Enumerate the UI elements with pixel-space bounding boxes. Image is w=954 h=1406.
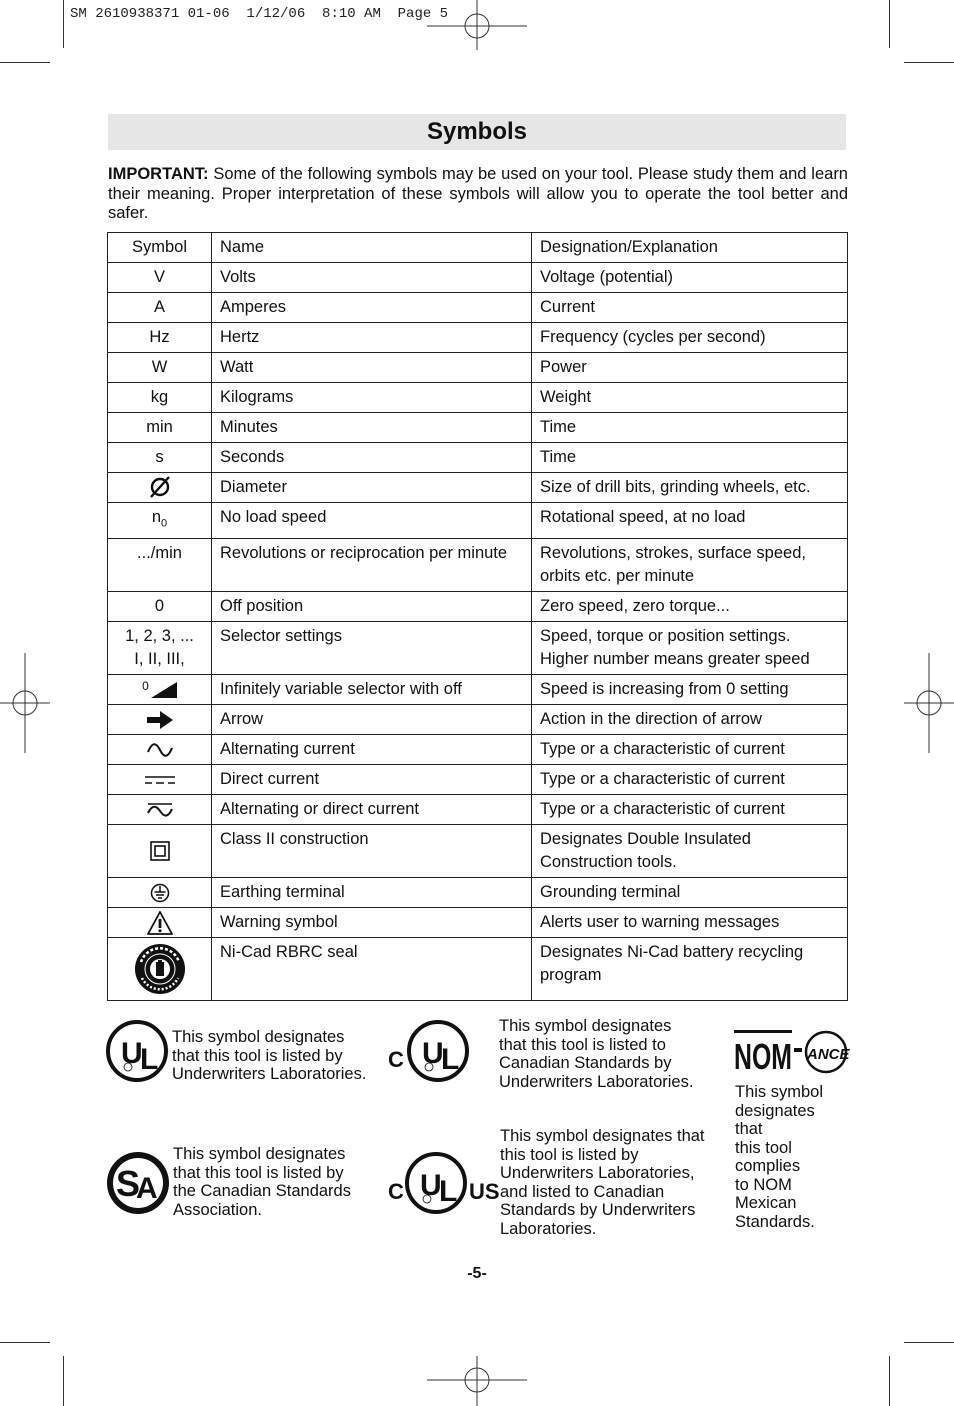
cert-line: complies [735, 1157, 801, 1175]
desc-cell: Type or a characteristic of current [532, 735, 848, 765]
cert-line: and listed to Canadian [500, 1182, 665, 1201]
variable-selector-zero: 0 [142, 679, 149, 694]
name-cell: No load speed [212, 503, 532, 539]
desc-cell: Size of drill bits, grinding wheels, etc. [532, 473, 848, 503]
warning-icon [147, 911, 173, 935]
name-cell: Hertz [212, 323, 532, 353]
desc-cell [532, 825, 848, 878]
earthing-icon [150, 883, 170, 903]
cert-line: Standards. [735, 1212, 815, 1231]
name-cell: Off position [212, 592, 532, 622]
table-row [108, 705, 848, 735]
cert-line: this tool [735, 1138, 792, 1157]
cert-line: This symbol designates [172, 1028, 345, 1046]
nom-description [735, 1083, 823, 1231]
page-title: Symbols [426, 118, 528, 145]
cert-line: that this tool is listed by [173, 1163, 344, 1182]
no-load-symbol: n [151, 508, 162, 526]
desc-cell: Grounding terminal [532, 878, 848, 908]
symbol-cell: kg [108, 383, 212, 413]
nom-ance-logo-icon [734, 1028, 848, 1076]
svg-text:U: U [121, 1037, 143, 1070]
desc-cell: Alerts user to warning messages [532, 908, 848, 938]
name-cell: Class II construction [212, 825, 532, 878]
symbol-cell [108, 825, 212, 878]
crop-mark [0, 1342, 50, 1343]
symbol-cell [108, 473, 212, 503]
table-row [108, 878, 848, 908]
ul-description [172, 1028, 366, 1084]
name-cell: Diameter [212, 473, 532, 503]
table-row [108, 443, 848, 473]
title-band [108, 114, 846, 150]
svg-text:S: S [116, 1163, 141, 1204]
direct-current-icon [145, 775, 175, 785]
symbol-cell [108, 705, 212, 735]
desc-line-2: program [540, 966, 602, 985]
desc-cell: Weight [532, 383, 848, 413]
rbrc-seal-icon [133, 942, 187, 996]
svg-text:A: A [136, 1172, 158, 1205]
cert-line: designates [735, 1101, 815, 1120]
crop-mark [0, 62, 50, 63]
symbol-cell: 0 [108, 592, 212, 622]
cert-line: this tool is listed by [500, 1145, 639, 1164]
table-row [108, 473, 848, 503]
symbol-cell: min [108, 413, 212, 443]
name-cell: Arrow [212, 705, 532, 735]
symbol-cell [108, 938, 212, 1001]
ac-dc-icon [146, 802, 174, 818]
intro-text: Some of the following symbols may be used on your tool. Please study them and learn their meaning. Proper interpretation of these symbols will allow you to operate the tool better and safer. [108, 165, 848, 222]
culus-logo-icon [388, 1149, 500, 1217]
header-name: Name [212, 233, 532, 263]
culus-description [500, 1127, 705, 1238]
cert-line: to NOM [735, 1175, 792, 1194]
important-label: IMPORTANT: [108, 165, 209, 183]
cert-line: This symbol designates [173, 1145, 346, 1163]
symbol-cell [108, 622, 212, 675]
table-row [108, 825, 848, 878]
cert-line: Canadian Standards by [499, 1054, 672, 1072]
desc-line-1: Designates Double Insulated [540, 830, 751, 849]
svg-text:L: L [140, 1043, 159, 1076]
print-slug: SM 2610938371 01-06 1/12/06 8:10 AM Page 5 [70, 6, 449, 22]
crop-mark [904, 1342, 954, 1343]
svg-text:L: L [439, 1175, 458, 1208]
cert-line: Underwriters Laboratories. [172, 1065, 367, 1083]
registration-mark-left [0, 653, 50, 753]
arrow-icon [147, 711, 173, 729]
selector-line-2: I, II, III, [134, 650, 185, 669]
cert-line: Standards by Underwriters [500, 1201, 696, 1219]
table-header-row [108, 233, 848, 263]
desc-cell: Action in the direction of arrow [532, 705, 848, 735]
cert-line: Laboratories. [500, 1219, 597, 1238]
registration-mark-top [427, 0, 527, 50]
table-row [108, 908, 848, 938]
desc-line-1: Speed, torque or position settings. [540, 627, 791, 646]
svg-text:NOM: NOM [734, 1036, 792, 1077]
no-load-subscript: 0 [161, 517, 168, 530]
crop-mark [889, 1356, 890, 1406]
ul-logo-icon [106, 1019, 168, 1083]
csa-logo-icon [106, 1150, 170, 1216]
csa-description [173, 1145, 351, 1219]
symbol-cell: s [108, 443, 212, 473]
diameter-icon [147, 476, 173, 498]
symbol-cell [108, 503, 212, 539]
svg-text:C: C [388, 1047, 404, 1072]
name-cell: Earthing terminal [212, 878, 532, 908]
name-cell: Alternating current [212, 735, 532, 765]
name-cell: Watt [212, 353, 532, 383]
page-number: -5- [467, 1265, 487, 1282]
desc-cell [532, 622, 848, 675]
svg-text:U: U [422, 1037, 444, 1070]
table-row [108, 383, 848, 413]
symbol-cell [108, 908, 212, 938]
desc-cell: Voltage (potential) [532, 263, 848, 293]
name-cell: Alternating or direct current [212, 795, 532, 825]
table-row [108, 323, 848, 353]
table-row [108, 765, 848, 795]
table-row [108, 622, 848, 675]
symbol-cell: V [108, 263, 212, 293]
desc-cell: Time [532, 443, 848, 473]
cert-line: This symbol [735, 1083, 824, 1101]
symbol-cell [108, 735, 212, 765]
cert-line: that this tool is listed by [172, 1046, 343, 1065]
name-cell: Volts [212, 263, 532, 293]
svg-text:US: US [469, 1179, 500, 1204]
name-cell: Selector settings [212, 622, 532, 675]
cert-line: Underwriters Laboratories, [500, 1164, 695, 1182]
table-row [108, 293, 848, 323]
crop-mark [889, 0, 890, 48]
desc-cell: Time [532, 413, 848, 443]
crop-mark [63, 0, 64, 48]
symbol-cell [108, 675, 212, 705]
symbol-cell: A [108, 293, 212, 323]
desc-line-2: Construction tools. [540, 853, 677, 872]
desc-cell: Zero speed, zero torque... [532, 592, 848, 622]
table-row [108, 675, 848, 705]
table-row [108, 263, 848, 293]
table-row [108, 353, 848, 383]
table-row [108, 592, 848, 622]
symbol-cell [108, 765, 212, 795]
name-cell: Direct current [212, 765, 532, 795]
desc-cell: Type or a characteristic of current [532, 765, 848, 795]
variable-selector-icon [151, 682, 177, 698]
cert-line: that this tool is listed to [499, 1035, 666, 1054]
cert-line: the Canadian Standards [173, 1182, 351, 1200]
table-row [108, 735, 848, 765]
desc-cell: Frequency (cycles per second) [532, 323, 848, 353]
registration-mark-bottom [427, 1356, 527, 1406]
desc-cell: Rotational speed, at no load [532, 503, 848, 539]
name-cell: Amperes [212, 293, 532, 323]
symbols-table [107, 232, 848, 1001]
table-row [108, 503, 848, 539]
table-row [108, 938, 848, 1001]
cul-description [499, 1017, 693, 1091]
name-cell: Seconds [212, 443, 532, 473]
svg-text:U: U [420, 1169, 442, 1202]
table-row [108, 539, 848, 592]
symbol-cell: W [108, 353, 212, 383]
symbol-cell: .../min [108, 539, 212, 592]
registration-mark-right [904, 653, 954, 753]
name-cell: Infinitely variable selector with off [212, 675, 532, 705]
selector-line-1: 1, 2, 3, ... [125, 627, 194, 646]
header-symbol: Symbol [108, 233, 212, 263]
crop-mark [63, 1356, 64, 1406]
table-row [108, 795, 848, 825]
desc-cell [532, 938, 848, 1001]
crop-mark [904, 62, 954, 63]
header-designation: Designation/Explanation [532, 233, 848, 263]
symbol-cell [108, 878, 212, 908]
desc-cell: Revolutions, strokes, surface speed, orbits etc. per minute [532, 539, 848, 592]
cert-line: This symbol designates that [500, 1127, 705, 1145]
desc-cell: Power [532, 353, 848, 383]
cert-line: Association. [173, 1200, 262, 1219]
svg-text:L: L [441, 1043, 460, 1076]
cul-logo-icon [388, 1017, 472, 1085]
cert-line: that [735, 1120, 763, 1138]
symbol-cell [108, 795, 212, 825]
name-cell: Revolutions or reciprocation per minute [212, 539, 532, 592]
desc-line-2: Higher number means greater speed [540, 650, 810, 669]
cert-line: Mexican [735, 1194, 797, 1212]
name-cell: Warning symbol [212, 908, 532, 938]
desc-cell: Current [532, 293, 848, 323]
cert-line: Underwriters Laboratories. [499, 1072, 694, 1091]
cert-line: This symbol designates [499, 1017, 672, 1035]
desc-cell: Type or a characteristic of current [532, 795, 848, 825]
alternating-current-icon [146, 743, 174, 757]
table-row [108, 413, 848, 443]
name-cell: Ni-Cad RBRC seal [212, 938, 532, 1001]
class-ii-icon [150, 841, 170, 861]
desc-line-1: Designates Ni-Cad battery recycling [540, 943, 804, 962]
name-cell: Kilograms [212, 383, 532, 413]
svg-text:C: C [388, 1179, 404, 1204]
symbol-cell: Hz [108, 323, 212, 353]
desc-cell: Speed is increasing from 0 setting [532, 675, 848, 705]
svg-text:ANCE: ANCE [807, 1046, 850, 1063]
name-cell: Minutes [212, 413, 532, 443]
intro-paragraph [108, 165, 848, 224]
